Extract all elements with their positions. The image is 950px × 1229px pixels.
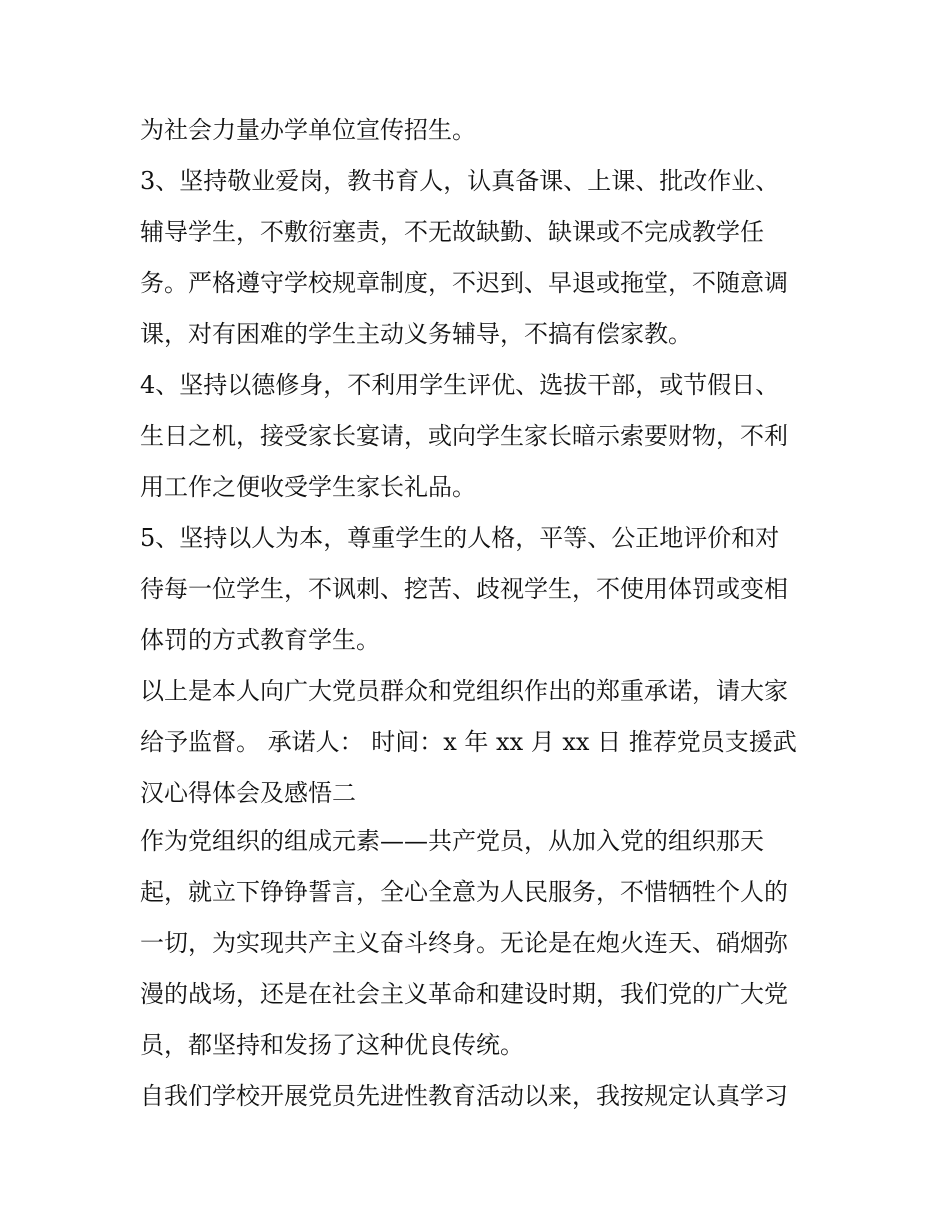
text-line: 漫的战场，还是在社会主义革命和建设时期，我们党的广大党 <box>140 980 788 1008</box>
text-line: 4、坚持以德修身，不利用学生评优、选拔干部，或节假日、 <box>140 371 780 399</box>
text-line: 给予监督。 承诺人： 时间：x 年 xx 月 xx 日 推荐党员支援武 <box>140 728 797 756</box>
body-text <box>140 108 820 1125</box>
text-line: 为社会力量办学单位宣传招生。 <box>140 116 476 144</box>
text-line: 汉心得体会及感悟二 <box>140 779 356 807</box>
text-line: 员，都坚持和发扬了这种优良传统。 <box>140 1031 524 1059</box>
text-line: 3、坚持敬业爱岗，教书育人，认真备课、上课、批改作业、 <box>140 167 780 195</box>
text-line: 课，对有困难的学生主动义务辅导，不搞有偿家教。 <box>140 320 692 348</box>
text-line: 以上是本人向广大党员群众和党组织作出的郑重承诺，请大家 <box>140 677 788 705</box>
text-line: 务。严格遵守学校规章制度，不迟到、早退或拖堂，不随意调 <box>140 269 788 297</box>
text-line: 待每一位学生，不讽刺、挖苦、歧视学生，不使用体罚或变相 <box>140 575 788 603</box>
text-line: 自我们学校开展党员先进性教育活动以来，我按规定认真学习 <box>140 1082 788 1110</box>
text-line: 作为党组织的组成元素——共产党员，从加入党的组织那天 <box>140 827 764 855</box>
text-line: 起，就立下铮铮誓言，全心全意为人民服务，不惜牺牲个人的 <box>140 878 788 906</box>
text-line: 生日之机，接受家长宴请，或向学生家长暗示索要财物，不利 <box>140 422 788 450</box>
text-line: 一切，为实现共产主义奋斗终身。无论是在炮火连天、硝烟弥 <box>140 929 788 957</box>
text-line: 体罚的方式教育学生。 <box>140 626 380 654</box>
text-line: 辅导学生，不敷衍塞责，不无故缺勤、缺课或不完成教学任 <box>140 218 764 246</box>
text-line: 5、坚持以人为本，尊重学生的人格，平等、公正地评价和对 <box>140 524 780 552</box>
text-line: 用工作之便收受学生家长礼品。 <box>140 473 476 501</box>
